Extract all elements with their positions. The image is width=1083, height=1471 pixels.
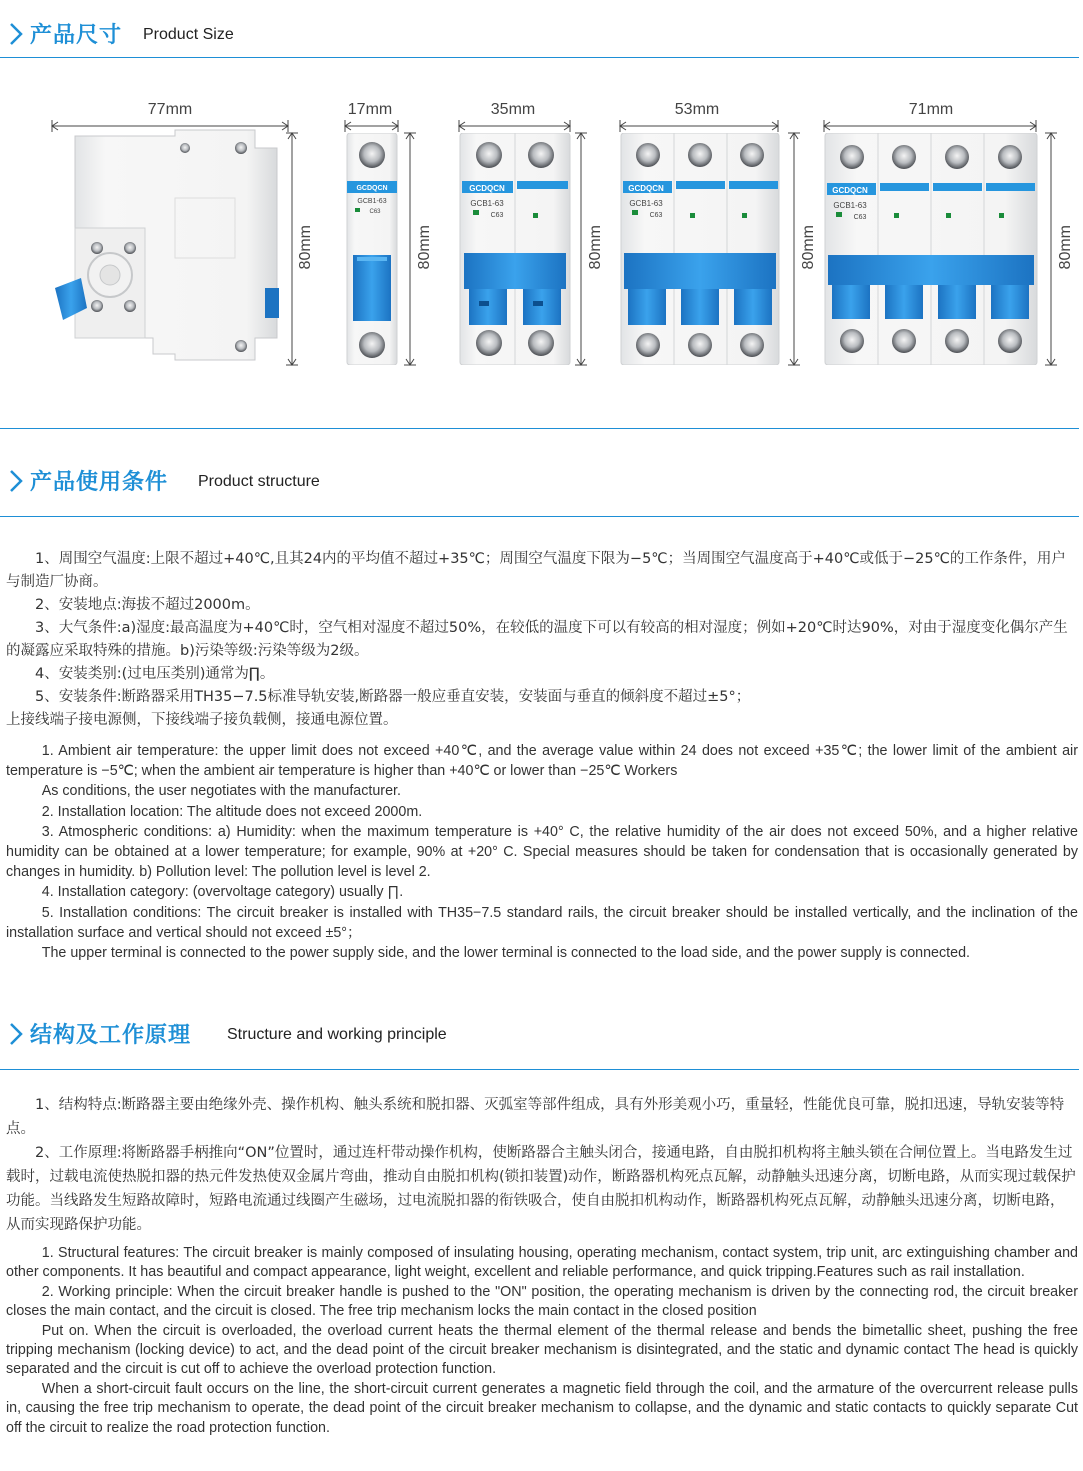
structure-en-item: 1. Structural features: The circuit breaker is mainly composed of insulating housing, operating mechanism, contact system, trip unit, arc extinguishing chamber and other components. It has beautiful and compact appearance, light weight, excellent and reliable performance, and quick tripping.Features such as rail installation. — [6, 1245, 1078, 1281]
dim-1p-width: 17mm — [347, 101, 393, 118]
dim-height-2: 80mm — [416, 225, 433, 270]
dim-height-3: 80mm — [587, 225, 604, 270]
structure-en-item: 2. Working principle: When the circuit breaker handle is pushed to the "ON" position, the operating mechanism is driven by the connecting rod, the circuit breaker closes the main contact, and the circuit is closed. The free trip mechanism locks the main contact in the closed position — [6, 1283, 1078, 1320]
conditions-en-text — [6, 741, 1078, 963]
conditions-en-item: The upper terminal is connected to the power supply side, and the lower terminal is connected to the load side, and the power supply is connected. — [41, 945, 971, 962]
structure-en-item: Put on. When the circuit is overloaded, the overload current heats the thermal element of the thermal release and bends the bimetallic sheet, pushing the free tripping mechanism (locking device) to act, and the dead point of the circuit breaker mechanism is disintegrated, and the static and dynamic contact The head is quickly separated and the circuit is cut off to achieve the overload protection function. — [6, 1322, 1078, 1378]
conditions-zh-text — [6, 548, 1076, 732]
svg-text:GCDQCN: GCDQCN — [469, 184, 505, 193]
dim-height-4: 80mm — [800, 225, 817, 270]
svg-text:C63: C63 — [649, 212, 663, 219]
svg-text:GCB1-63: GCB1-63 — [470, 199, 504, 208]
section-header-conditions — [0, 457, 1083, 505]
conditions-en-item: 1. Ambient air temperature: the upper limit does not exceed +40℃, and the average value within 24 does not exceed +35℃; the lower limit of the ambient air temperature is −5℃; when the ambient air temperature is higher than +40℃ or lower than −25℃ Workers — [6, 743, 1078, 780]
dim-2p-width: 35mm — [490, 101, 536, 118]
breaker-2p — [459, 133, 571, 365]
breaker-3p — [620, 133, 780, 365]
dim-3p-width: 53mm — [674, 101, 720, 118]
dim-4p-width: 71mm — [908, 101, 954, 118]
conditions-zh-item: 3、大气条件:a)湿度:最高温度为+40℃时，空气相对湿度不超过50%，在较低的温度下可以有较高的相对湿度；例如+20℃时达90%，对由于湿度变化偶尔产生的凝露应采取特殊的措施。b)污染等级:污染等级为2级。 — [6, 620, 1068, 659]
section-divider — [0, 516, 1079, 517]
conditions-zh-item: 上接线端子接电源侧，下接线端子接负载侧，接通电源位置。 — [6, 712, 398, 728]
section-divider — [0, 428, 1079, 429]
dim-height-5: 80mm — [1057, 225, 1074, 270]
dim-side-width: 77mm — [147, 101, 193, 118]
structure-en-text — [6, 1244, 1078, 1438]
section-divider — [0, 1069, 1079, 1070]
brand-label: GCDQCN — [356, 185, 388, 192]
conditions-en-item: 3. Atmospheric conditions: a) Humidity: when the maximum temperature is +40° C, the relative humidity of the air does not exceed 50%, and a higher relative humidity can be obtained at a lower temperature; for example, 90% at +20° C. Special measures should be taken for condensation that is occasionally generated by changes in humidity. b) Pollution level: The pollution level is level 2. — [6, 823, 1078, 881]
conditions-en-item: 5. Installation conditions: The circuit breaker is installed with TH35−7.5 standard rails, the circuit breaker should be installed vertically, and the inclination of the installation surface and vertical should not exceed ±5°； — [6, 904, 1078, 941]
conditions-zh-item: 5、安装条件:断路器采用TH35−7.5标准导轨安装,断路器一般应垂直安装，安装面与垂直的倾斜度不超过±5°； — [35, 689, 751, 705]
conditions-en-item: 2. Installation location: The altitude does not exceed 2000m. — [41, 803, 423, 820]
section-title-zh: 产品尺寸 — [30, 23, 123, 48]
structure-zh-item: 1、结构特点:断路器主要由绝缘外壳、操作机构、触头系统和脱扣器、灭弧室等部件组成，具有外形美观小巧，重量轻，性能优良可靠，脱扣迅速，导轨安装等特点。 — [6, 1097, 1065, 1137]
section-title-zh: 产品使用条件 — [30, 470, 169, 495]
conditions-zh-item: 2、安装地点:海拔不超过2000m。 — [35, 597, 260, 613]
section-title-en: Product structure — [198, 473, 320, 490]
conditions-zh-item: 4、安装类别:(过电压类别)通常为∏。 — [35, 666, 275, 682]
section-title-en: Structure and working principle — [227, 1026, 447, 1043]
dim-height-1: 80mm — [297, 225, 314, 270]
svg-text:C63: C63 — [369, 209, 381, 215]
conditions-en-item: As conditions, the user negotiates with the manufacturer. — [41, 783, 401, 800]
svg-text:GCDQCN: GCDQCN — [628, 184, 664, 193]
svg-text:GCB1-63: GCB1-63 — [357, 198, 387, 205]
breaker-4p — [824, 133, 1038, 365]
breaker-1p — [345, 133, 399, 365]
structure-en-item: When a short-circuit fault occurs on the line, the short-circuit current generates a magnetic field through the coil, and the armature of the overcurrent release pulls in, causing the free trip mechanism to operate, the dead point of the circuit breaker mechanism to collapse, and the dynamic and static contacts to quickly separate Cut off the circuit to realize the road protection function. — [6, 1380, 1078, 1436]
conditions-zh-item: 1、周围空气温度:上限不超过+40℃,且其24内的平均值不超过+35℃；周围空气温度下限为−5℃；当周围空气温度高于+40℃或低于−25℃的工作条件，用户与制造厂协商。 — [6, 551, 1066, 590]
svg-text:C63: C63 — [490, 212, 504, 219]
structure-zh-text — [6, 1093, 1076, 1237]
chevron-right-icon — [8, 1022, 24, 1046]
breaker-side-view — [45, 128, 290, 368]
svg-text:GCDQCN: GCDQCN — [832, 186, 868, 195]
svg-text:GCB1-63: GCB1-63 — [629, 199, 663, 208]
svg-text:GCB1-63: GCB1-63 — [833, 201, 867, 210]
conditions-en-item: 4. Installation category: (overvoltage category) usually ∏. — [41, 884, 404, 901]
svg-text:C63: C63 — [853, 214, 867, 221]
section-title-zh: 结构及工作原理 — [30, 1023, 192, 1048]
chevron-right-icon — [8, 469, 24, 493]
section-title-en: Product Size — [143, 26, 234, 43]
section-header-structure — [0, 1010, 1083, 1058]
structure-zh-item: 2、工作原理:将断路器手柄推向“ON”位置时，通过连杆带动操作机构，使断路器合主触头闭合，接通电路，自由脱扣机构将主触头锁在合闸位置上。当电路发生过载时，过载电流使热脱扣器的热元件发热使双金属片弯曲，推动自由脱扣机构(锁扣装置)动作，断路器机构死点瓦解，动静触头迅速分离，切断电路，从而实现过载保护功能。当线路发生短路故障时，短路电流通过线圈产生磁场，过电流脱扣器的衔铁吸合，使自由脱扣机构动作，断路器机构死点瓦解，动静触头迅速分离，切断电路，从而实现路保护功能。 — [6, 1145, 1076, 1233]
